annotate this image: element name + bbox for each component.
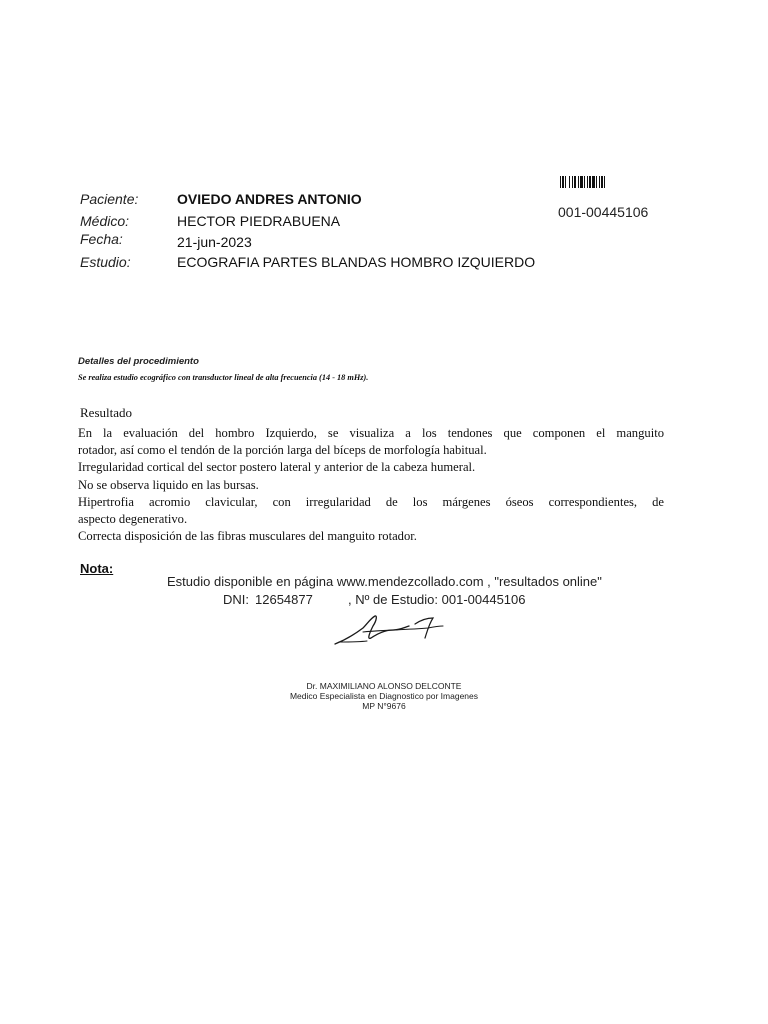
dni-value: 12654877 <box>255 592 313 607</box>
doctor-name: HECTOR PIEDRABUENA <box>177 213 341 229</box>
dni-label: DNI: <box>223 592 249 607</box>
date-value: 21-jun-2023 <box>177 234 252 250</box>
date-label: Fecha: <box>80 231 123 247</box>
study-label: Estudio: <box>80 254 131 270</box>
result-line: Irregularidad cortical del sector postero lateral y anterior de la cabeza humeral. <box>78 460 476 475</box>
doctor-license: MP N°9676 <box>362 701 406 711</box>
note-online-results: Estudio disponible en página www.mendezcollado.com , "resultados online" <box>167 574 602 589</box>
doctor-title: Medico Especialista en Diagnostico por Imagenes <box>289 691 479 701</box>
result-line: En la evaluación del hombro Izquierdo, se visualiza a los tendones que componen el manguito <box>78 426 664 440</box>
result-body <box>78 425 664 545</box>
result-line: No se observa liquido en las bursas. <box>78 477 259 492</box>
study-value: ECOGRAFIA PARTES BLANDAS HOMBRO IZQUIERDO <box>177 254 536 270</box>
result-line: Correcta disposición de las fibras musculares del manguito rotador. <box>78 529 417 544</box>
note-label: Nota: <box>80 561 114 576</box>
doctor-signature-block <box>234 681 534 711</box>
barcode-icon <box>560 176 652 188</box>
patient-label: Paciente: <box>80 191 139 207</box>
doctor-name-signature: Dr. MAXIMILIANO ALONSO DELCONTE <box>306 681 462 691</box>
result-line: Hipertrofia acromio clavicular, con irregularidad de los márgenes óseos correspondientes, de <box>78 494 664 509</box>
result-line: aspecto degenerativo. <box>78 512 188 527</box>
result-title: Resultado <box>80 405 132 420</box>
study-reference: , Nº de Estudio: 001-00445106 <box>348 592 526 607</box>
details-title: Detalles del procedimiento <box>78 356 199 367</box>
signature-icon <box>333 612 448 648</box>
details-text: Se realiza estudio ecográfico con transductor lineal de alta frecuencia (14 - 18 mHz). <box>78 373 369 382</box>
result-line: rotador, así como el tendón de la porción larga del bíceps de morfología habitual. <box>78 443 487 458</box>
doctor-label: Médico: <box>80 213 130 229</box>
patient-name: OVIEDO ANDRES ANTONIO <box>177 191 362 207</box>
study-number: 001-00445106 <box>558 204 649 220</box>
